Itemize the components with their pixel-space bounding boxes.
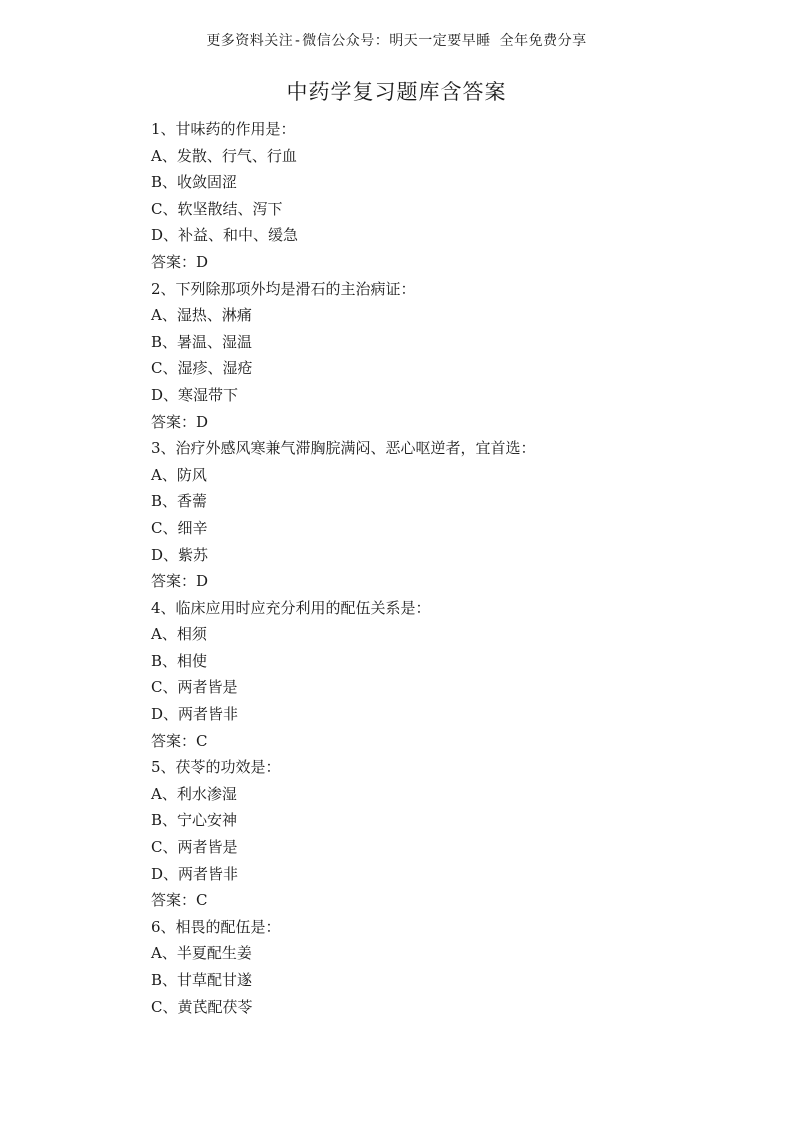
question-list	[151, 116, 751, 1020]
question-stem: 5、茯苓的功效是：	[151, 758, 281, 777]
option-c: C、两者皆是	[151, 838, 238, 857]
question-stem: 6、相畏的配伍是：	[151, 917, 281, 936]
option-c: C、两者皆是	[151, 678, 238, 697]
question-stem: 3、治疗外感风寒兼气滞胸脘满闷、恶心呕逆者，宜首选：	[151, 439, 536, 458]
answer: 答案：D	[151, 252, 209, 271]
answer: 答案：C	[151, 731, 208, 750]
option-a: A、防风	[151, 465, 207, 484]
page-title: 中药学复习题库含答案	[286, 80, 507, 104]
header-note: 更多资料关注-微信公众号：明天一定要早睡 全年免费分享	[206, 33, 587, 49]
option-d: D、寒湿带下	[151, 385, 239, 404]
option-a: A、半夏配生姜	[151, 944, 252, 963]
option-c: C、细辛	[151, 518, 208, 537]
option-c: C、湿疹、湿疮	[151, 359, 253, 378]
option-b: B、收敛固涩	[151, 173, 238, 192]
option-b: B、宁心安神	[151, 811, 238, 830]
option-d: D、补益、和中、缓急	[151, 226, 299, 245]
option-a: A、相须	[151, 625, 207, 644]
answer: 答案：D	[151, 572, 209, 591]
question-stem: 2、下列除那项外均是滑石的主治病证：	[151, 279, 416, 298]
option-b: B、相使	[151, 651, 208, 670]
answer: 答案：D	[151, 412, 209, 431]
question-stem: 4、临床应用时应充分利用的配伍关系是：	[151, 598, 431, 617]
answer: 答案：C	[151, 891, 208, 910]
option-a: A、发散、行气、行血	[151, 146, 297, 165]
option-a: A、利水渗湿	[151, 784, 237, 803]
option-d: D、两者皆非	[151, 864, 239, 883]
option-c: C、软坚散结、泻下	[151, 199, 283, 218]
option-d: D、两者皆非	[151, 705, 239, 724]
option-a: A、湿热、淋痛	[151, 306, 252, 325]
option-b: B、暑温、湿温	[151, 332, 253, 351]
option-b: B、甘草配甘遂	[151, 971, 253, 989]
question-stem: 1、甘味药的作用是：	[151, 120, 296, 138]
option-d: D、紫苏	[151, 545, 209, 564]
option-c: C、黄芪配茯苓	[151, 997, 253, 1016]
option-b: B、香薷	[151, 492, 208, 511]
